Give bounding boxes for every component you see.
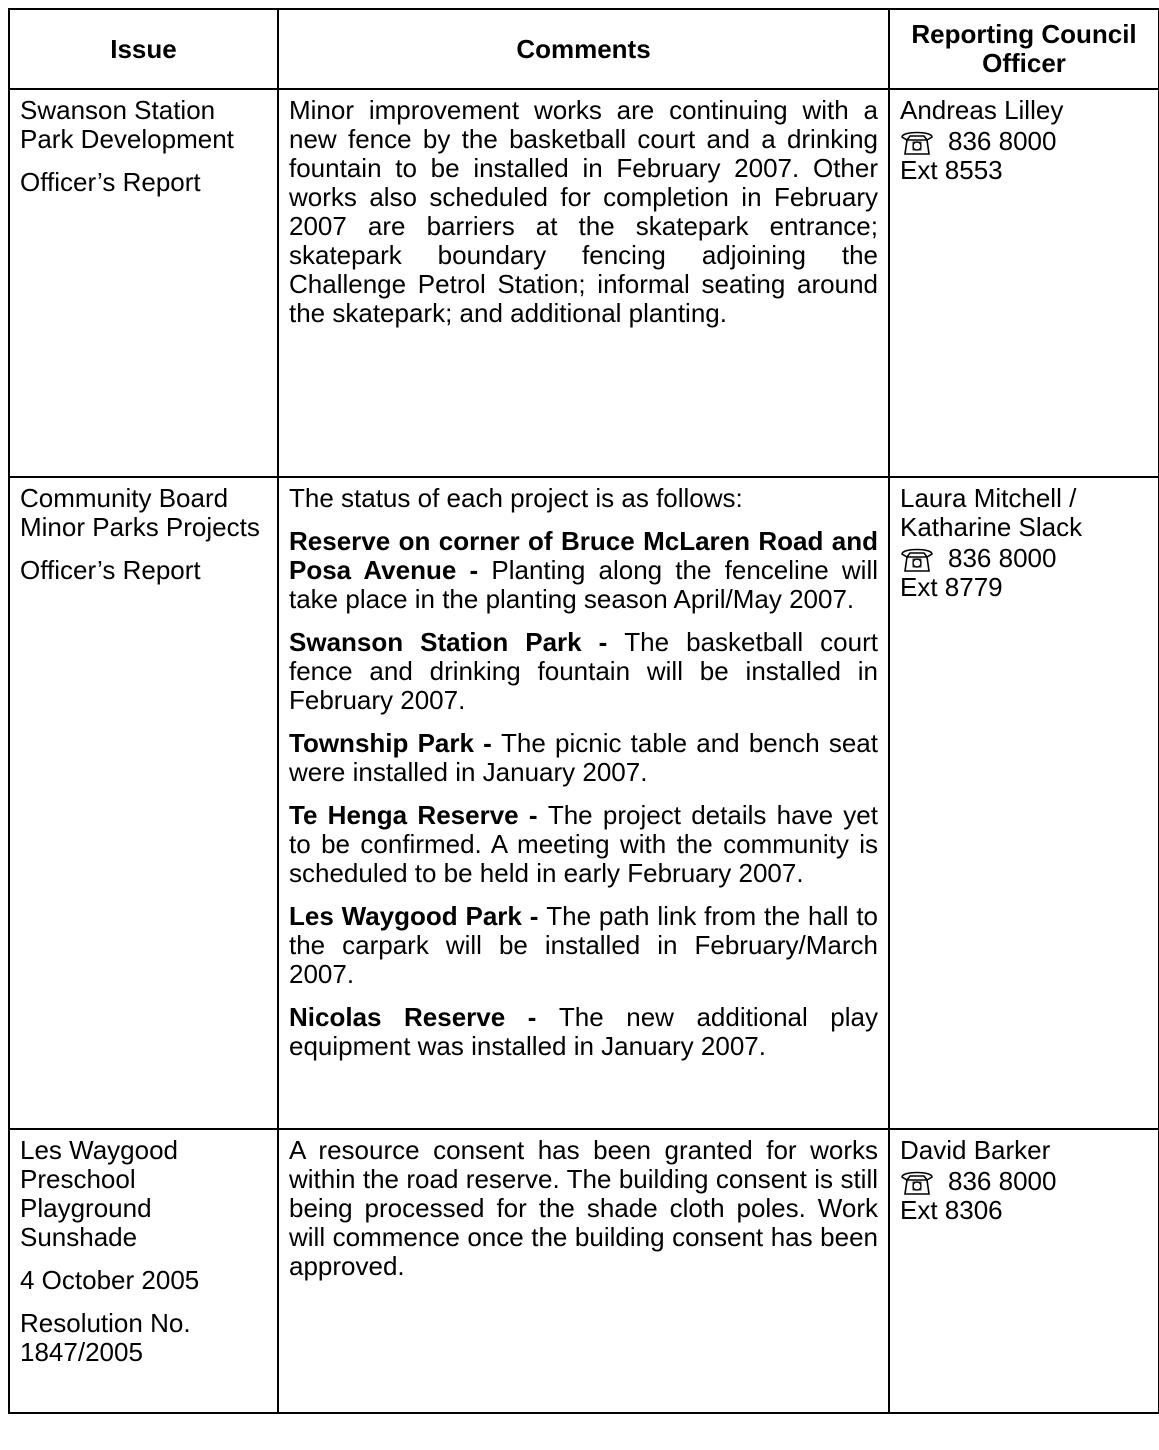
header-officer: Reporting Council Officer (889, 9, 1159, 89)
comment-text: The project details have yet to be confirmed. A meeting with the community is scheduled to be held in early February 2007. (289, 800, 878, 888)
comment-paragraph (289, 96, 878, 328)
comment-text: Planting along the fenceline will take place in the planting season April/May 2007. (289, 555, 879, 614)
officer-cell (889, 1129, 1159, 1413)
telephone-icon (900, 545, 934, 573)
comment-text: The new additional play equipment was installed in January 2007. (289, 1002, 878, 1061)
comment-text: The picnic table and bench seat were installed in January 2007. (289, 728, 878, 787)
telephone-icon (900, 128, 934, 156)
issue-title: Swanson Station Park Development (20, 95, 234, 154)
table-row (9, 89, 1159, 477)
officer-extension: Ext 8553 (900, 155, 1003, 185)
issue-reference: Officer’s Report (20, 167, 201, 197)
comment-text: The path link from the hall to the carpark will be installed in February/March 2007. (289, 901, 878, 989)
officer-extension: Ext 8779 (900, 572, 1003, 602)
officer-phone: 836 8000 (948, 543, 1057, 573)
header-row (9, 9, 1159, 89)
telephone-icon (900, 1168, 934, 1196)
issue-resolution: Resolution No. 1847/2005 (20, 1308, 191, 1367)
issue-cell (9, 477, 278, 1129)
officer-extension: Ext 8306 (900, 1195, 1003, 1225)
report-table (8, 8, 1159, 1414)
comment-text: Minor improvement works are continuing with a new fence by the basketball court and a drinking fountain to be installed in February 2007. Other works also scheduled for completion in February 2007 are barriers at the skatepark entrance; skatepark boundary fencing adjoining the Challenge Petrol Station; informal seating around the skatepark; and additional planting. (289, 95, 878, 328)
comment-text: The status of each project is as follows: (289, 483, 743, 513)
header-issue: Issue (9, 9, 278, 89)
table-row (9, 1129, 1159, 1413)
table-row (9, 477, 1159, 1129)
issue-cell (9, 89, 278, 477)
comments-cell (278, 1129, 889, 1413)
issue-date: 4 October 2005 (20, 1265, 200, 1295)
header-comments: Comments (278, 9, 889, 89)
comment-lead: Reserve on corner of Bruce McLaren Road and Posa Avenue - (289, 526, 878, 585)
comment-paragraph (289, 902, 878, 989)
comment-paragraph (289, 484, 878, 513)
comment-lead: Nicolas Reserve - (289, 1002, 559, 1032)
comment-lead: Te Henga Reserve - (289, 800, 548, 830)
officer-name: Andreas Lilley (900, 95, 1064, 125)
comment-lead: Les Waygood Park - (289, 901, 547, 931)
officer-name: Laura Mitchell / Katharine Slack (900, 483, 1083, 542)
comment-paragraph (289, 801, 878, 888)
comment-paragraph (289, 628, 878, 715)
comment-paragraph (289, 527, 878, 614)
comments-cell (278, 89, 889, 477)
officer-phone: 836 8000 (948, 126, 1057, 156)
comment-lead: Swanson Station Park - (289, 627, 625, 657)
comment-text: The basketball court fence and drinking fountain will be installed in February 2007. (289, 627, 878, 715)
officer-cell (889, 477, 1159, 1129)
issue-cell (9, 1129, 278, 1413)
issue-reference: Officer’s Report (20, 555, 201, 585)
comment-paragraph (289, 1003, 878, 1061)
officer-phone: 836 8000 (948, 1166, 1057, 1196)
issue-title: Community Board Minor Parks Projects (20, 483, 260, 542)
comments-cell (278, 477, 889, 1129)
comment-text: A resource consent has been granted for works within the road reserve. The building consent is still being processed for the shade cloth poles. Work will commence once the building consent has been approved. (289, 1135, 878, 1281)
officer-cell (889, 89, 1159, 477)
comment-paragraph (289, 1136, 878, 1281)
comment-lead: Township Park - (289, 728, 502, 758)
comment-paragraph (289, 729, 878, 787)
officer-name: David Barker (900, 1135, 1051, 1165)
issue-title: Les Waygood Preschool Playground Sunshade (20, 1135, 179, 1252)
